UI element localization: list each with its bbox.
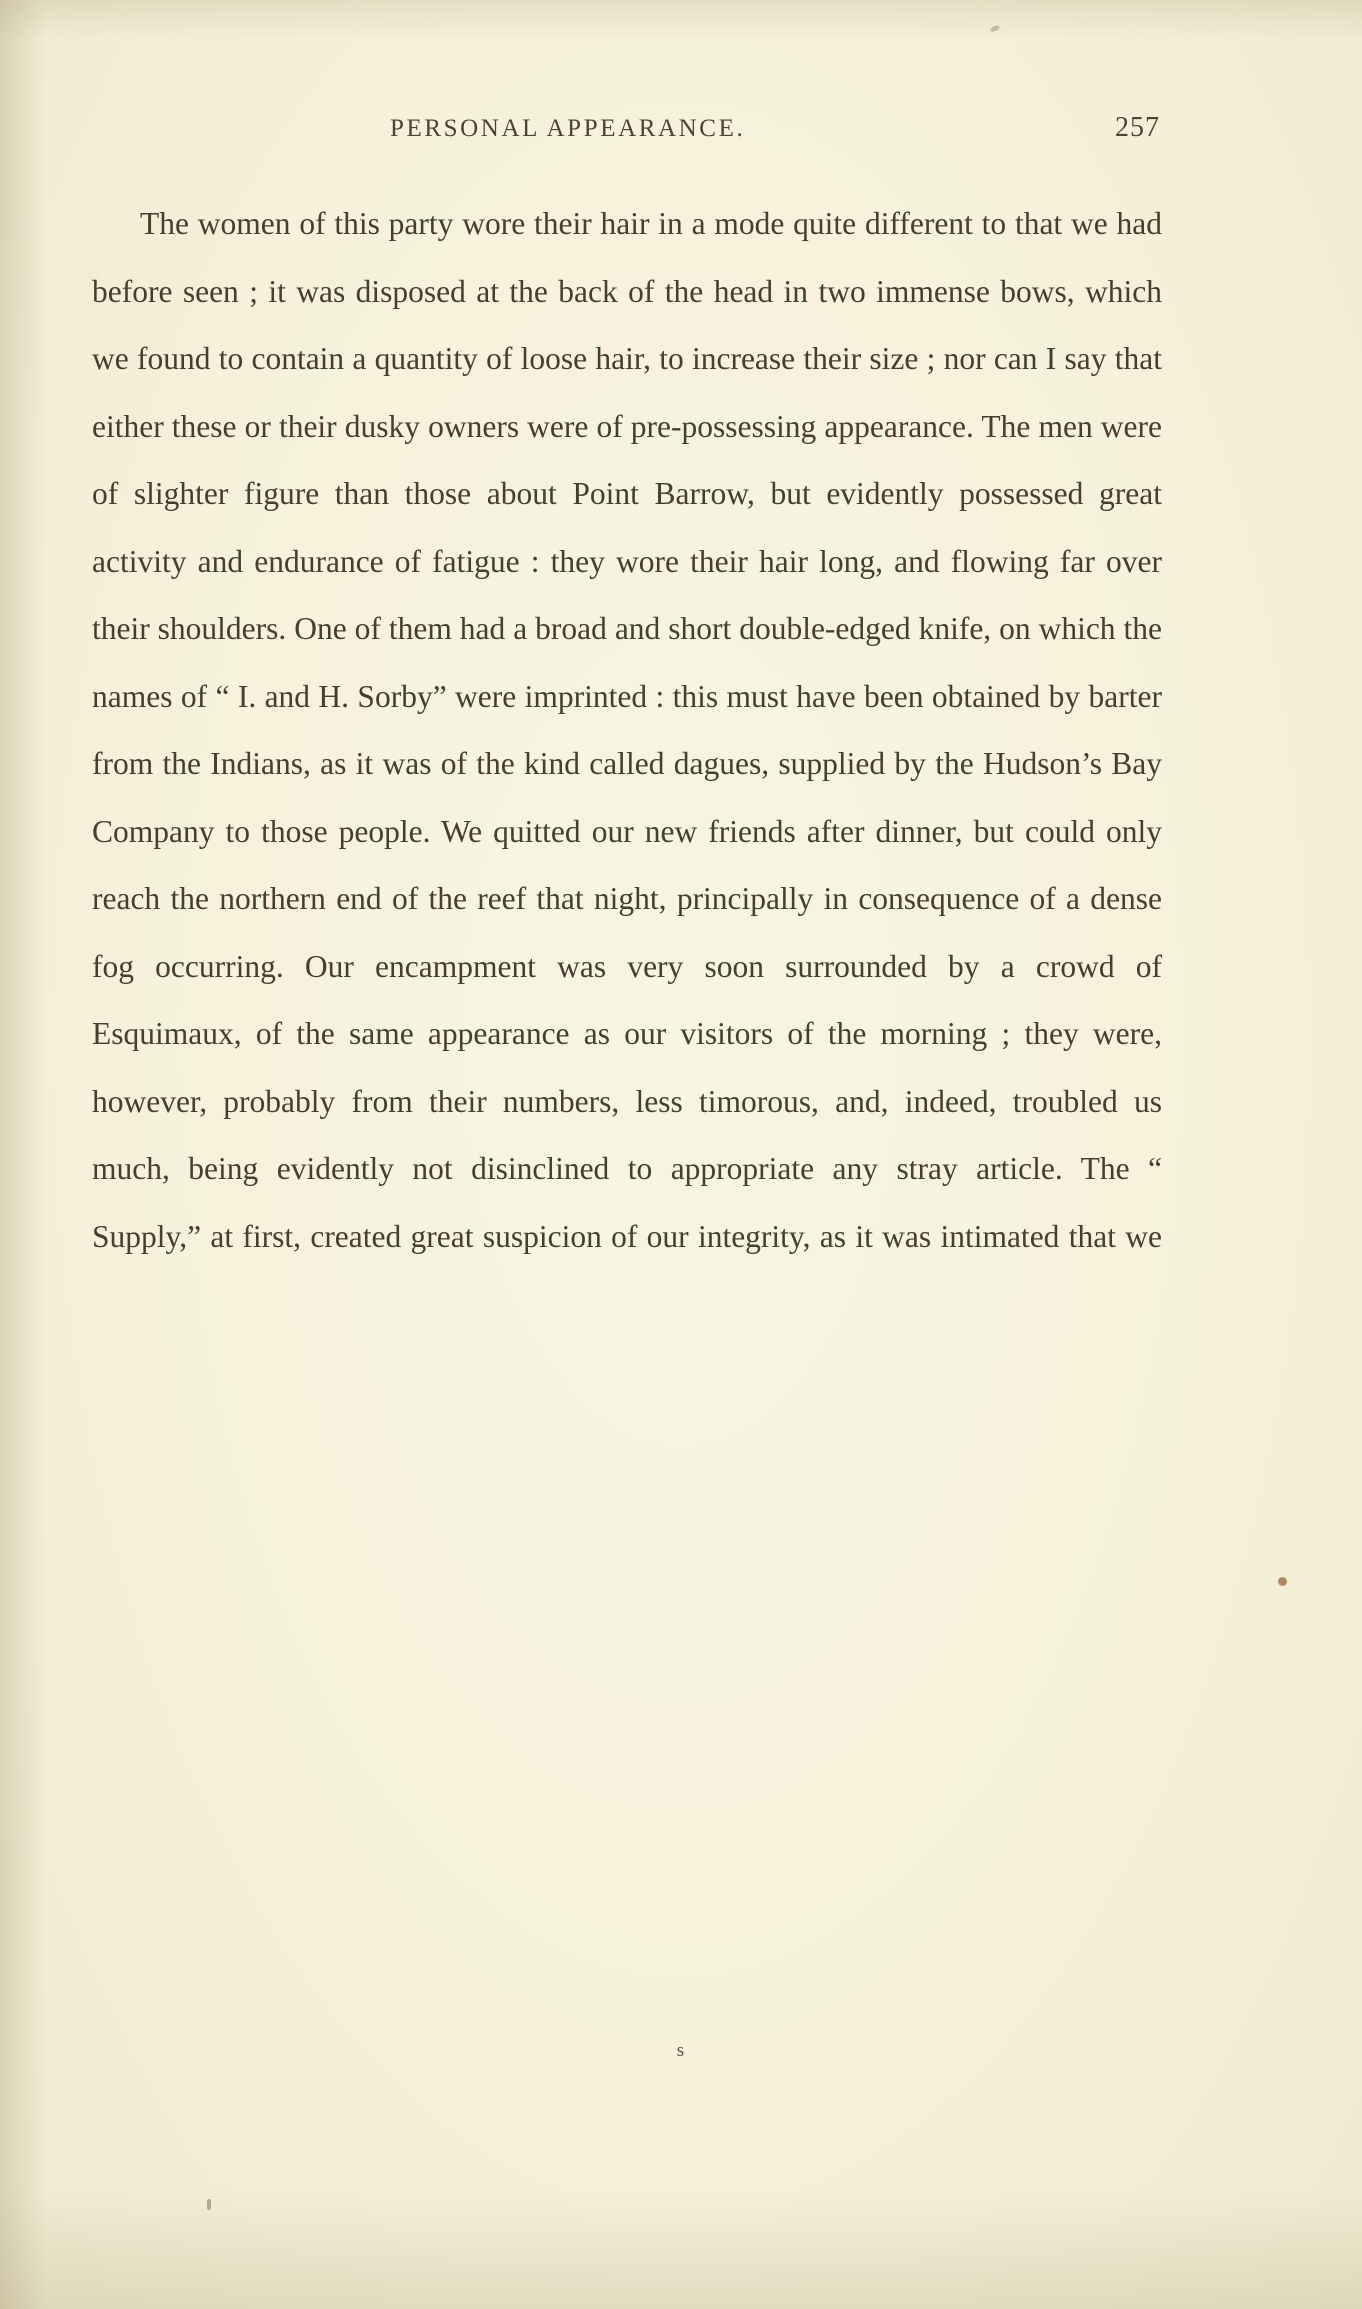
- body-text-block: [92, 190, 1162, 1270]
- body-paragraph: The women of this party wore their hair in a mode quite different to that we had before seen ; it was disposed at the back of the head in two immense bows, which we found to contain a quantity of loose hair, to increase their size ; nor can I say that either these or their dusky owners were of pre-possessing appearance. The men were of slighter figure than those about Point Barrow, but evidently possessed great activity and endurance of fatigue : they wore their hair long, and flowing far over their shoulders. One of them had a broad and short double-edged knife, on which the names of “ I. and H. Sorby” were imprinted : this must have been obtained by barter from the Indians, as it was of the kind called dagues, supplied by the Hudson’s Bay Company to those people. We quitted our new friends after dinner, but could only reach the northern end of the reef that night, principally in consequence of a dense fog occurring. Our encampment was very soon surrounded by a crowd of Esquimaux, of the same appearance as our visitors of the morning ; they were, however, probably from their numbers, less timorous, and, indeed, troubled us much, being evidently not disinclined to appropriate any stray article. The “ Supply,” at first, created great suspicion of our integrity, as it was intimated that we: [92, 206, 1162, 1254]
- paper-speck-icon: [207, 2199, 211, 2210]
- page-edge-shadow: [0, 0, 1362, 40]
- paper-speck-icon: [989, 24, 1000, 33]
- running-head: PERSONAL APPEARANCE.: [390, 115, 746, 142]
- signature-mark: s: [676, 2040, 686, 2061]
- page-header: [390, 112, 1160, 144]
- page-number: 257: [1115, 112, 1160, 143]
- page-edge-shadow: [0, 2189, 1362, 2309]
- paper-speck-icon: [1278, 1577, 1287, 1586]
- page-edge-shadow: [0, 0, 46, 2309]
